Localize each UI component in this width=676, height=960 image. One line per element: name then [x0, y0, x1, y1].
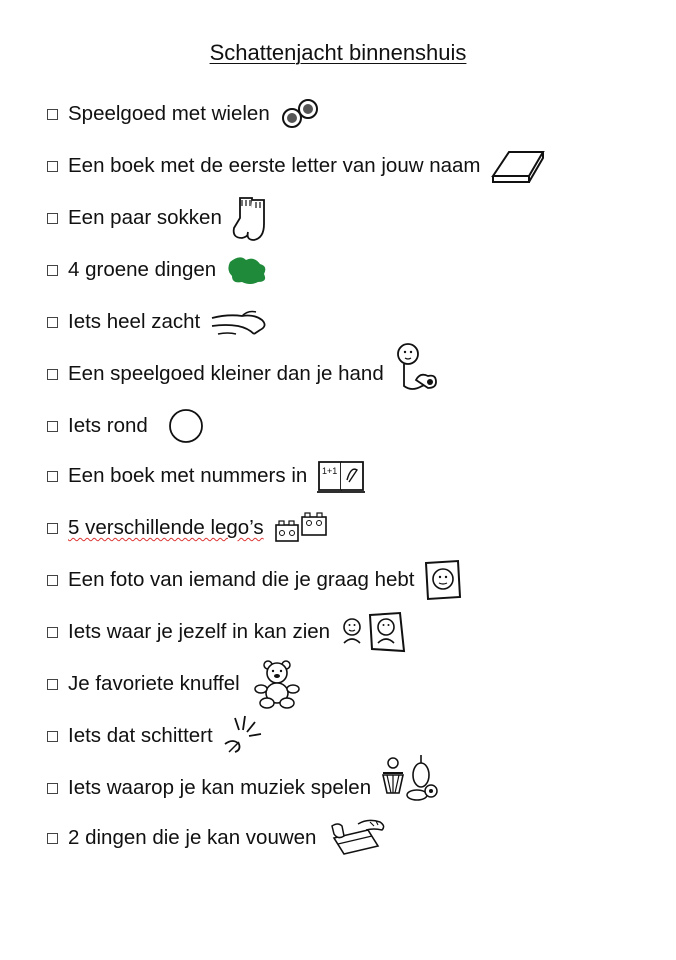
music-instruments-icon	[379, 753, 441, 807]
checkbox[interactable]	[47, 109, 58, 120]
item-label: Een foto van iemand die je graag hebt	[68, 568, 415, 591]
checkbox[interactable]	[47, 523, 58, 534]
checkbox[interactable]	[47, 161, 58, 172]
number-book-icon	[315, 456, 367, 496]
checkbox[interactable]	[47, 833, 58, 844]
list-item	[47, 406, 206, 446]
list-item	[47, 612, 408, 652]
number-book-text: 1+1	[322, 466, 338, 476]
circle-icon	[166, 406, 206, 446]
item-label: Iets rond	[68, 414, 148, 437]
lego-icon	[272, 509, 330, 547]
item-label: Speelgoed met wielen	[68, 102, 270, 125]
list-item	[47, 768, 441, 808]
item-label: Iets dat schittert	[68, 724, 213, 747]
list-item	[47, 560, 464, 600]
item-label: 5 verschillende lego’s	[68, 516, 264, 539]
list-item	[47, 302, 270, 342]
checkbox[interactable]	[47, 213, 58, 224]
item-label: Een paar sokken	[68, 206, 222, 229]
photo-icon	[422, 557, 464, 603]
small-toy-hand-icon	[392, 342, 444, 396]
list-item	[47, 250, 272, 290]
list-item	[47, 354, 444, 394]
list-item	[47, 146, 545, 186]
checkbox[interactable]	[47, 471, 58, 482]
list-item	[47, 818, 390, 858]
item-label: Iets waarop je kan muziek spelen	[68, 776, 372, 799]
list-item	[47, 456, 367, 496]
item-label: 4 groene dingen	[68, 258, 217, 281]
list-item	[47, 664, 302, 704]
item-label: Een boek met de eerste letter van jouw naam	[68, 154, 481, 177]
list-item	[47, 716, 265, 756]
soft-hand-icon	[208, 304, 270, 340]
green-scribble-icon	[224, 252, 272, 288]
item-label: 2 dingen die je kan vouwen	[68, 826, 317, 849]
item-label: Een boek met nummers in	[68, 464, 308, 487]
checkbox[interactable]	[47, 317, 58, 328]
checkbox[interactable]	[47, 627, 58, 638]
list-item	[47, 94, 322, 134]
checkbox[interactable]	[47, 421, 58, 432]
folding-hands-icon	[328, 816, 390, 860]
sparkle-icon	[221, 714, 265, 758]
socks-icon	[230, 194, 274, 242]
checkbox[interactable]	[47, 369, 58, 380]
checkbox[interactable]	[47, 783, 58, 794]
item-label: Een speelgoed kleiner dan je hand	[68, 362, 384, 385]
list-item	[47, 198, 274, 238]
item-label: Iets waar je jezelf in kan zien	[68, 620, 331, 643]
page-title: Schattenjacht binnenshuis	[209, 40, 467, 65]
checkbox[interactable]	[47, 575, 58, 586]
teddy-bear-icon	[252, 659, 302, 709]
mirror-icon	[338, 609, 408, 655]
checkbox[interactable]	[47, 679, 58, 690]
list-item	[47, 508, 330, 548]
checkbox[interactable]	[47, 731, 58, 742]
book-icon	[489, 146, 545, 186]
item-label: Je favoriete knuffel	[68, 672, 240, 695]
checkbox[interactable]	[47, 265, 58, 276]
item-label: Iets heel zacht	[68, 310, 201, 333]
wheels-icon	[278, 96, 322, 132]
